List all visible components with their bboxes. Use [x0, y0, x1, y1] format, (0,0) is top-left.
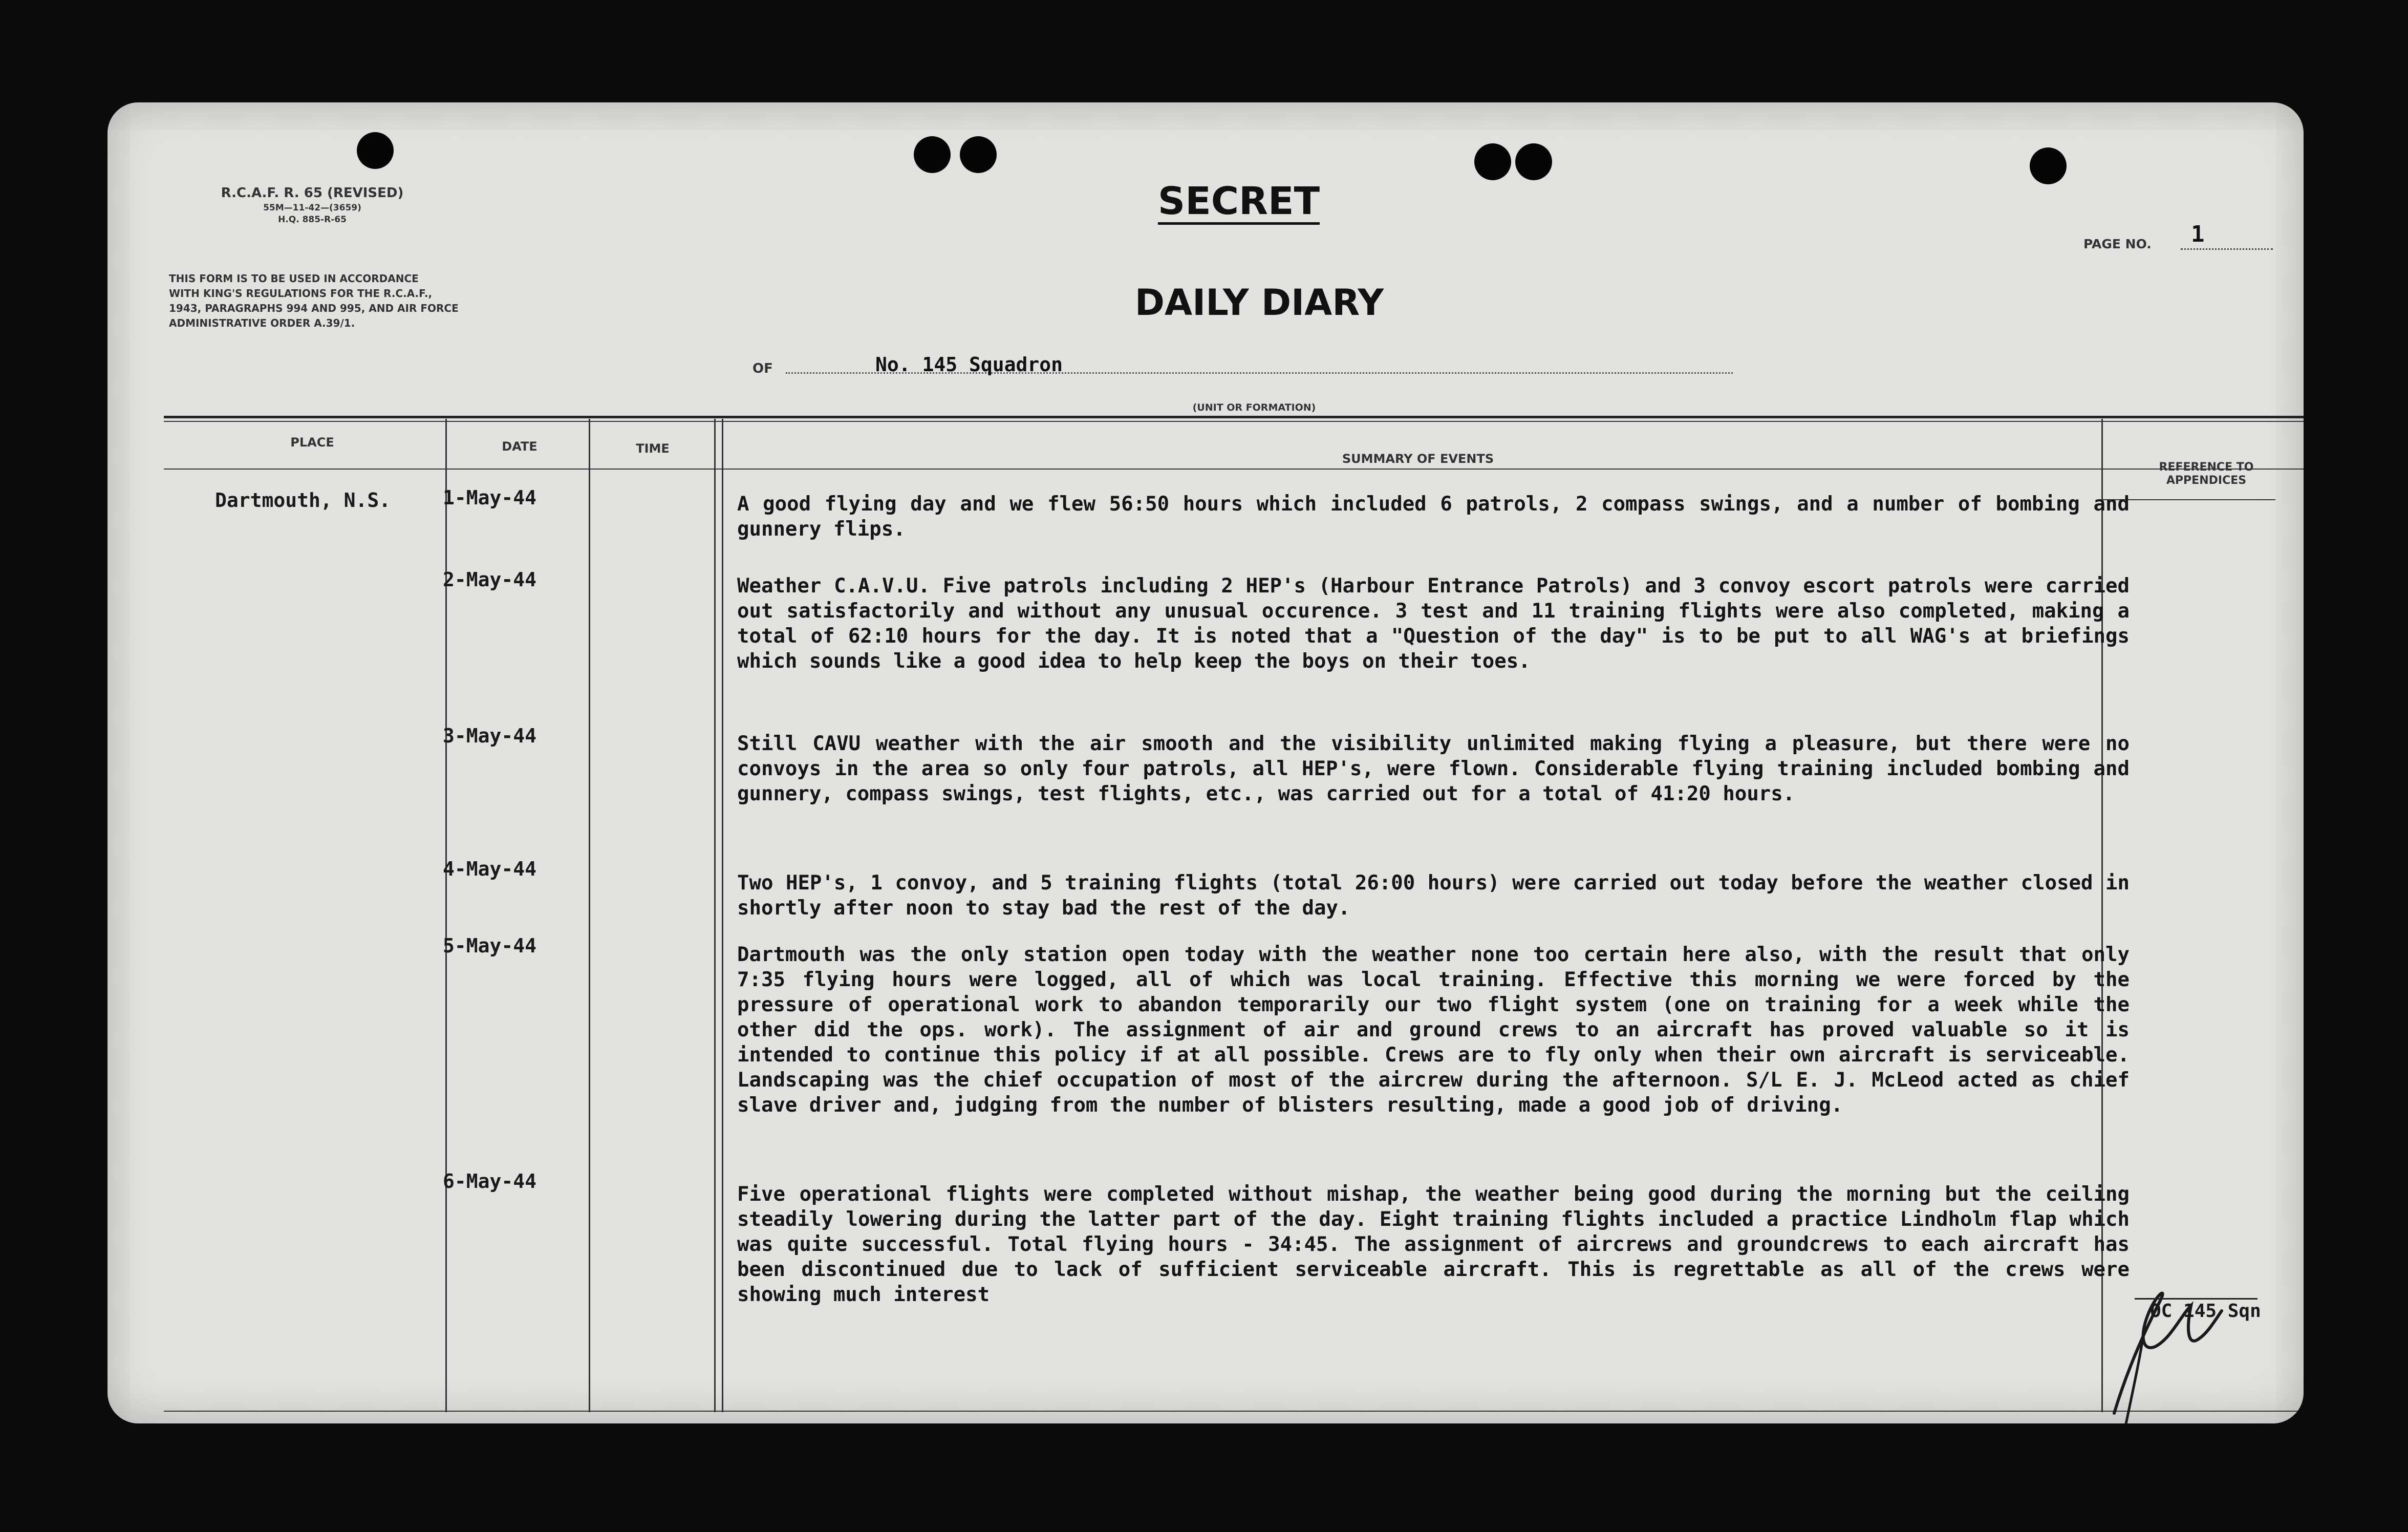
unit-name: No. 145 Squadron — [875, 353, 1063, 376]
footer-rule — [164, 1411, 2304, 1412]
punch-hole — [357, 132, 394, 169]
document-title: DAILY DIARY — [1134, 282, 1384, 324]
form-identifier — [179, 184, 445, 226]
of-label: OF — [752, 361, 773, 376]
column-header-time: TIME — [636, 441, 670, 456]
entry-date: 6-May-44 — [443, 1170, 537, 1193]
column-divider — [714, 419, 716, 1412]
regulation-note: THIS FORM IS TO BE USED IN ACCORDANCE WITH KING'S REGULATIONS FOR THE R.C.A.F., 1943, PARAGRAPHS 994 AND 995, AND AIR FORCE ADMINISTRATIVE ORDER A.39/1. — [169, 272, 459, 329]
page-number: 1 — [2191, 221, 2205, 247]
punch-hole — [1474, 143, 1511, 180]
signature-line — [2135, 1298, 2258, 1300]
punch-hole — [2030, 147, 2067, 184]
entry-summary: A good flying day and we flew 56:50 hours which included 6 patrols, 2 compass swings, and a number of bombing and gunnery flips. — [737, 493, 2130, 541]
signature-mark — [2053, 1229, 2304, 1423]
header-rule-thin — [164, 421, 2304, 422]
hq-code: H.Q. 885-R-65 — [278, 215, 347, 225]
diary-sheet — [107, 102, 2304, 1423]
place-value: Dartmouth, N.S. — [215, 489, 391, 512]
header-rule — [164, 416, 2304, 418]
column-header-summary: SUMMARY OF EVENTS — [1342, 452, 1494, 466]
page-number-line — [2181, 248, 2273, 250]
punch-hole — [914, 136, 951, 173]
print-code: 55M—11-42—(3659) — [263, 203, 361, 214]
entry-summary: Two HEP's, 1 convoy, and 5 training flights (total 26:00 hours) were carried out today before the weather closed in shortly after noon to stay bad the rest of the day. — [737, 871, 2130, 920]
entry-summary: Five operational flights were completed without mishap, the weather being good during the morning but the ceiling steadily lowering during the latter part of the day. Eight training flights included a practice Lindholm flap which was quite successful. Total flying hours - 34:45. The assignment of aircrews and groundcrews to each aircraft has been discontinued due to lack of sufficient serviceable aircraft. This is regrettable as all of the crews were showing much interest — [737, 1183, 2130, 1306]
entry-date: 5-May-44 — [443, 934, 537, 957]
entry-date: 2-May-44 — [443, 568, 537, 591]
column-header-date: DATE — [502, 439, 538, 454]
column-header-place: PLACE — [290, 435, 334, 450]
form-number: R.C.A.F. R. 65 (REVISED) — [221, 185, 404, 201]
signature-caption: OC 145 Sqn — [2150, 1301, 2261, 1322]
entry-date: 1-May-44 — [443, 486, 537, 509]
column-header-rule — [164, 469, 2304, 470]
classification-heading: SECRET — [1157, 179, 1320, 223]
unit-caption: (UNIT OR FORMATION) — [1192, 402, 1316, 413]
page-number-label: PAGE NO. — [2083, 237, 2152, 251]
entry-summary: Still CAVU weather with the air smooth and the visibility unlimited making flying a pleasure, but there were no convoys in the area so only four patrols, all HEP's, were flown. Considerable flying training included bombing and gunnery, compass swings, test flights, etc., was carried out for a total of 41:20 hours. — [737, 732, 2130, 805]
entry-date: 4-May-44 — [443, 858, 537, 880]
entry-summary: Dartmouth was the only station open today with the weather none too certain here also, with the result that only 7:35 flying hours were logged, all of which was local training. Effective this morning we were forced by the pressure of operational work to abandon temporarily our two flight system (one on training for a week while the other did the ops. work). The assignment of air and ground crews to an aircraft has proved valuable so it is intended to continue this policy if at all possible. Crews are to fly only when their own aircraft is serviceable. Landscaping was the chief occupation of most of the aircrew during the afternoon. S/L E. J. McLeod acted as chief slave driver and, judging from the number of blisters resulting, made a good job of driving. — [737, 943, 2130, 1117]
column-divider — [589, 419, 590, 1412]
entry-date: 3-May-44 — [443, 725, 537, 747]
column-header-reference: REFERENCE TO APPENDICES — [2159, 461, 2254, 487]
punch-hole — [1515, 143, 1552, 180]
column-divider — [445, 419, 447, 1412]
entry-summary: Weather C.A.V.U. Five patrols including 2 HEP's (Harbour Entrance Patrols) and 3 convoy escort patrols were carried out satisfactorily and without any unusual occurence. 3 test and 11 training flights were also completed, making a total of 62:10 hours for the day. It is noted that a "Question of the day" is to be put to all WAG's at briefings which sounds like a good idea to help keep the boys on their toes. — [737, 574, 2130, 673]
punch-hole — [960, 136, 997, 173]
column-divider — [722, 419, 723, 1412]
